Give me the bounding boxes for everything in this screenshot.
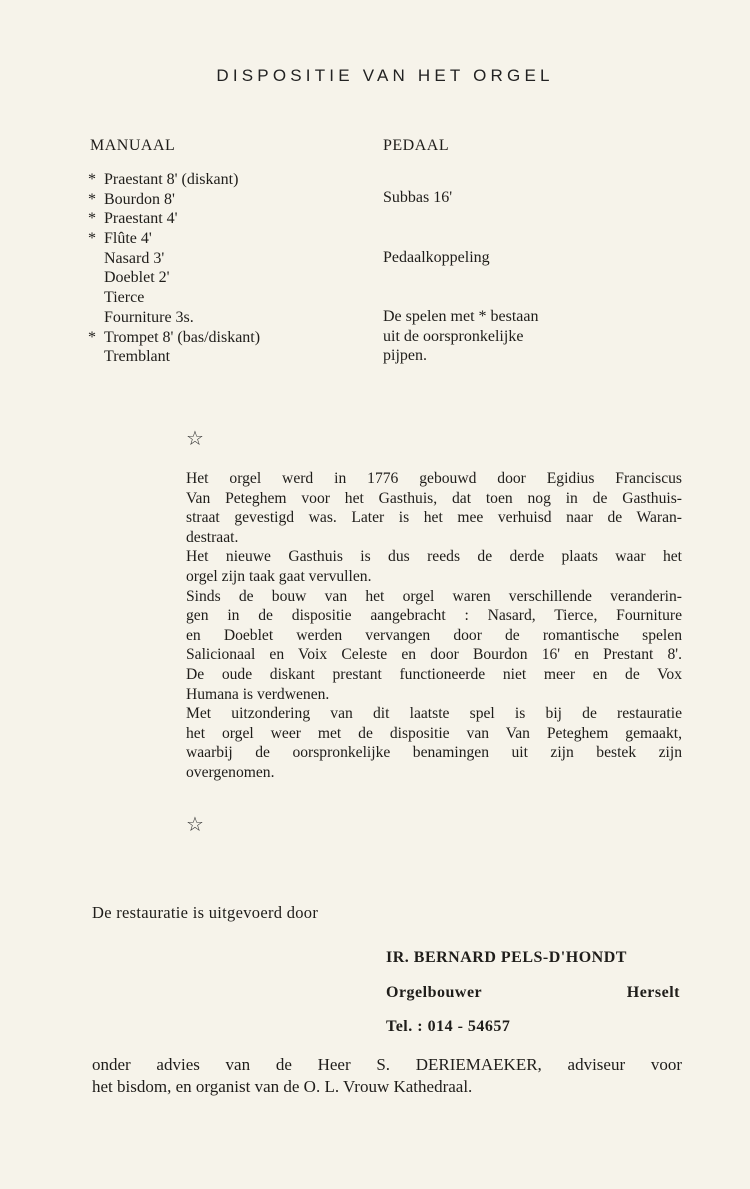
note-line: De spelen met * bestaan xyxy=(383,308,539,325)
history-line: gen in de dispositie aangebracht : Nasard, Tierce, Fourniture xyxy=(186,607,682,625)
stop-name: Doeblet 2' xyxy=(104,269,170,287)
pedaal-heading: PEDAAL xyxy=(383,137,450,154)
history-line: De oude diskant prestant functioneerde niet meer en de Vox xyxy=(186,665,682,683)
original-pipes-mark: * xyxy=(88,171,96,188)
history-line: Humana is verdwenen. xyxy=(186,685,330,703)
stop-item xyxy=(88,170,260,190)
profession-label: Orgelbouwer xyxy=(386,984,483,1001)
history-line: en Doeblet werden vervangen door de romantische spelen xyxy=(186,626,682,644)
pedaal-koppeling: Pedaalkoppeling xyxy=(383,249,490,266)
history-line: Salicionaal en Voix Celeste en door Bourdon 16' en Prestant 8'. xyxy=(186,646,682,664)
stop-name: Tierce xyxy=(104,289,145,307)
history-line: straat gevestigd was. Later is het mee verhuisd naar de Waran- xyxy=(186,509,682,527)
manuaal-heading: MANUAAL xyxy=(90,137,176,154)
builder-place: Herselt xyxy=(626,984,680,1001)
stop-name: Nasard 3' xyxy=(104,249,165,267)
history-line: Sinds de bouw van het orgel waren verschillende veranderin- xyxy=(186,587,682,605)
stop-item xyxy=(88,209,260,229)
history-line: orgel zijn taak gaat vervullen. xyxy=(186,567,372,585)
stop-name: Praestant 8' (diskant) xyxy=(104,171,239,188)
original-pipes-note xyxy=(383,307,603,366)
advice-line: onder advies van de Heer S. DERIEMAEKER, adviseur voor xyxy=(92,1055,682,1074)
history-line: overgenomen. xyxy=(186,763,275,781)
stop-name: Praestant 4' xyxy=(104,210,178,228)
stop-item xyxy=(88,308,260,328)
original-pipes-mark: * xyxy=(88,210,96,228)
history-line: het orgel weer met de dispositie van Van Peteghem gemaakt, xyxy=(186,724,682,742)
stop-item xyxy=(88,328,260,348)
stop-name: Flûte 4' xyxy=(104,230,152,248)
manuaal-stop-list xyxy=(88,170,260,367)
history-line: destraat. xyxy=(186,528,239,546)
history-paragraph xyxy=(186,469,682,783)
stop-item xyxy=(88,288,260,308)
note-line: pijpen. xyxy=(383,347,427,365)
stop-item xyxy=(88,268,260,288)
stop-name: Fourniture 3s. xyxy=(104,308,194,326)
star-icon: ☆ xyxy=(186,426,204,450)
stop-name: Bourdon 8' xyxy=(104,190,175,208)
note-line: uit de oorspronkelijke xyxy=(383,327,524,345)
history-line: Van Peteghem voor het Gasthuis, dat toen nog in de Gasthuis- xyxy=(186,489,682,507)
stop-name: Trompet 8' (bas/diskant) xyxy=(104,328,261,346)
stop-item xyxy=(88,347,260,367)
page-title: DISPOSITIE VAN HET ORGEL xyxy=(216,66,554,85)
original-pipes-mark: * xyxy=(88,328,96,346)
star-icon: ☆ xyxy=(186,812,204,836)
stop-name: Tremblant xyxy=(104,348,171,366)
history-line: Het orgel werd in 1776 gebouwd door Egidius Franciscus xyxy=(186,470,682,487)
original-pipes-mark: * xyxy=(88,230,96,248)
builder-telephone: Tel. : 014 - 54657 xyxy=(386,1018,511,1035)
stop-item xyxy=(88,249,260,269)
history-line: waarbij de oorspronkelijke benamingen uit zijn bestek zijn xyxy=(186,744,682,762)
organ-builder-name: IR. BERNARD PELS-D'HONDT xyxy=(386,949,627,966)
history-line: Het nieuwe Gasthuis is dus reeds de derde plaats waar het xyxy=(186,548,682,566)
original-pipes-mark: * xyxy=(88,190,96,208)
stop-item xyxy=(88,190,260,210)
history-line: Met uitzondering van dit laatste spel is bij de restauratie xyxy=(186,705,682,723)
advice-line: het bisdom, en organist van de O. L. Vrouw Kathedraal. xyxy=(92,1077,473,1096)
stop-item xyxy=(88,229,260,249)
pedaal-subbas: Subbas 16' xyxy=(383,189,453,206)
advice-paragraph xyxy=(92,1054,682,1098)
restoration-line: De restauratie is uitgevoerd door xyxy=(92,903,319,922)
organ-builder-profession xyxy=(386,984,680,1002)
